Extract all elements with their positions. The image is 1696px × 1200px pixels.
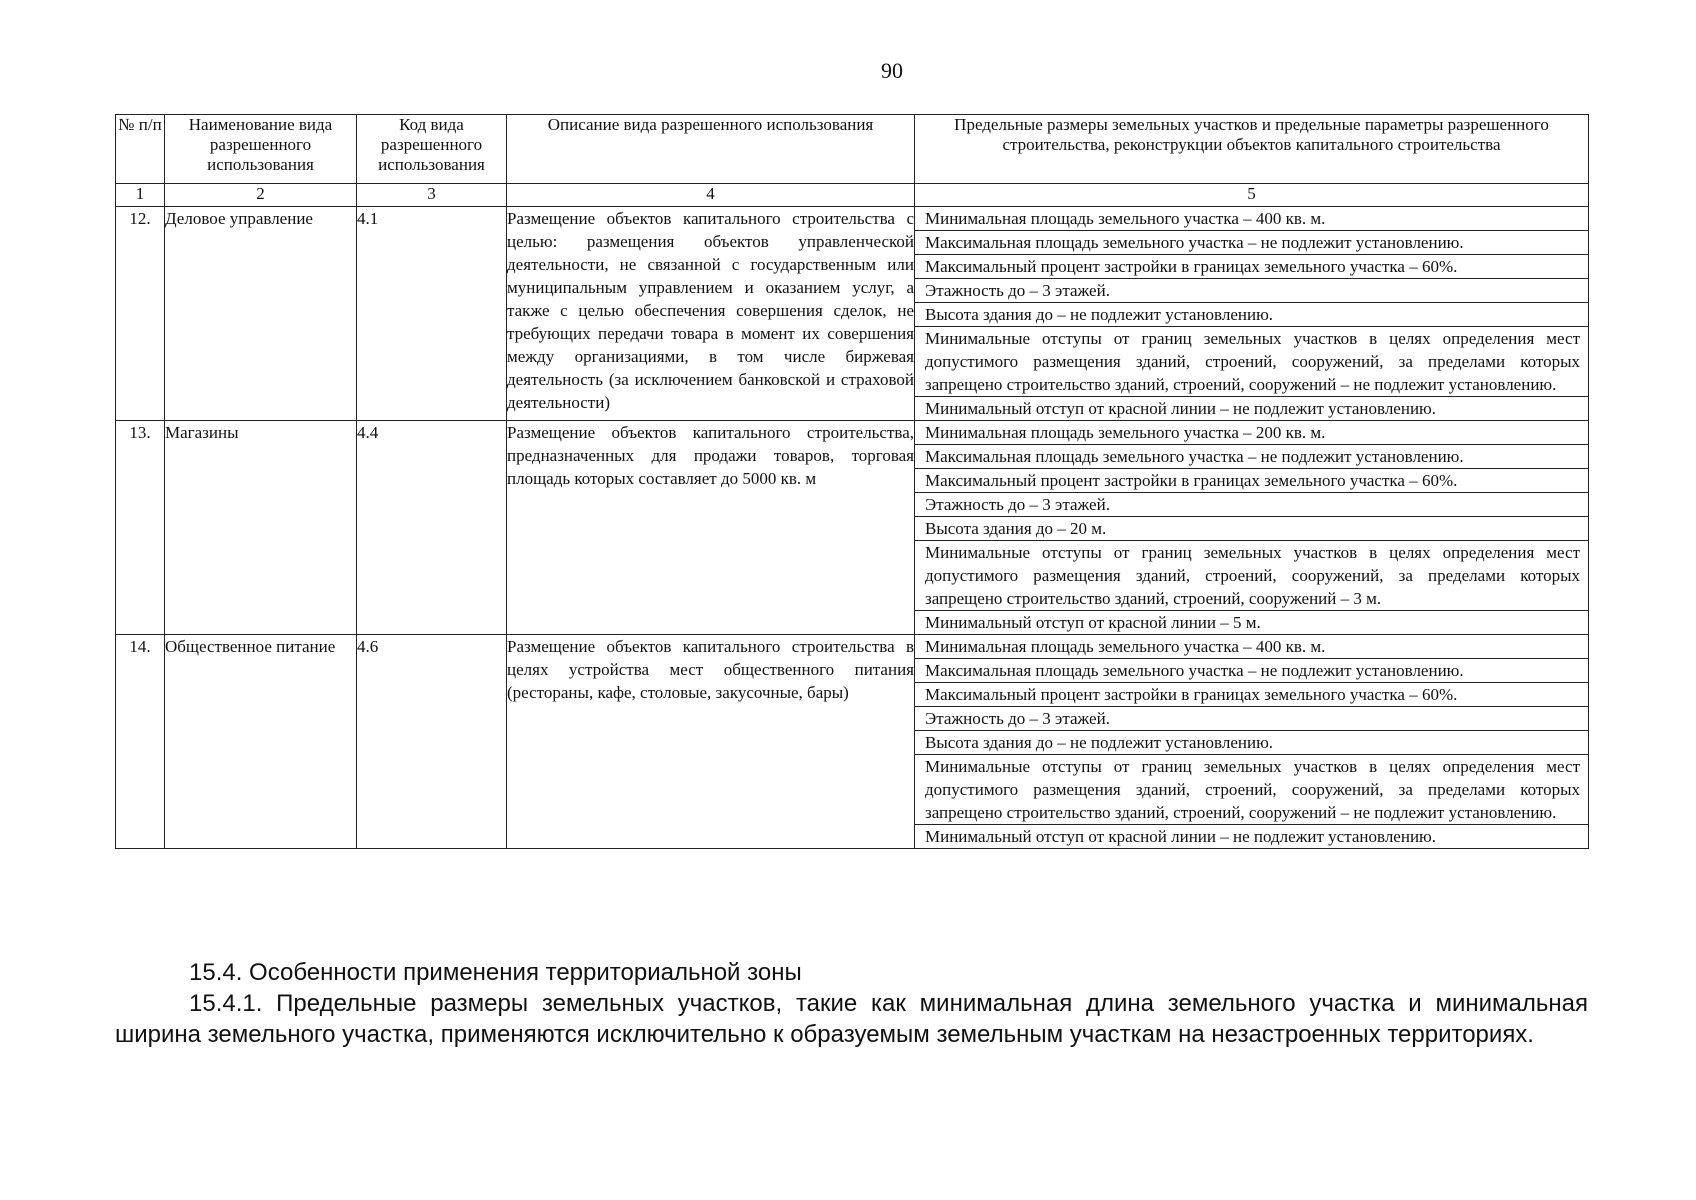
column-number-row xyxy=(116,184,1589,207)
parameter-line: Этажность до – 3 этажей. xyxy=(915,493,1588,517)
row-number: 13. xyxy=(116,421,165,635)
page-number: 90 xyxy=(881,58,903,83)
table-row xyxy=(116,207,1589,421)
header-limit-parameters: Предельные размеры земельных участков и предельные параметры разрешенного строительства, реконструкции объектов капитального строительства xyxy=(915,115,1589,184)
parameter-line: Минимальная площадь земельного участка – 200 кв. м. xyxy=(915,421,1588,445)
parameter-line: Высота здания до – не подлежит установлению. xyxy=(915,731,1588,755)
parameter-line: Максимальная площадь земельного участка – не подлежит установлению. xyxy=(915,659,1588,683)
header-use-description: Описание вида разрешенного использования xyxy=(507,115,915,184)
column-number: 2 xyxy=(165,184,357,207)
row-number: 14. xyxy=(116,635,165,849)
parameter-line: Высота здания до – не подлежит установлению. xyxy=(915,303,1588,327)
column-number: 3 xyxy=(357,184,507,207)
use-name: Деловое управление xyxy=(165,207,357,421)
use-description: Размещение объектов капитального строительства, предназначенных для продажи товаров, торговая площадь которых составляет до 5000 кв. м xyxy=(507,421,915,635)
header-use-code: Код вида разрешенного использования xyxy=(357,115,507,184)
parameter-line: Этажность до – 3 этажей. xyxy=(915,707,1588,731)
parameter-line: Минимальные отступы от границ земельных участков в целях определения мест допустимого размещения зданий, строений, сооружений, за пределами которых запрещено строительство зданий, строений, сооружений – 3 м. xyxy=(915,541,1588,611)
use-name: Общественное питание xyxy=(165,635,357,849)
use-name: Магазины xyxy=(165,421,357,635)
parameter-line: Минимальный отступ от красной линии – не подлежит установлению. xyxy=(925,399,1436,418)
use-code: 4.4 xyxy=(357,421,507,635)
table-row xyxy=(116,635,1589,849)
permitted-use-table xyxy=(115,114,1589,849)
row-number: 12. xyxy=(116,207,165,421)
table-row xyxy=(116,421,1589,635)
column-number: 1 xyxy=(116,184,165,207)
section-paragraph: 15.4.1. Предельные размеры земельных участков, такие как минимальная длина земельного участка и минимальная ширина земельного участка, применяются исключительно к образуемым земельным участкам на незастроенных территориях. xyxy=(115,990,1588,1048)
header-use-name: Наименование вида разрешенного использования xyxy=(165,115,357,184)
column-number: 5 xyxy=(915,184,1589,207)
limit-parameters xyxy=(915,421,1589,635)
limit-parameters xyxy=(915,635,1589,849)
use-description: Размещение объектов капитального строительства с целью: размещения объектов управленческой деятельности, не связанной с государственным или муниципальным управлением и оказанием услуг, а также с целью обеспечения совершения сделок, не требующих передачи товара в момент их совершения между организациями, в том числе биржевая деятельность (за исключением банковской и страховой деятельности) xyxy=(507,207,915,421)
column-number: 4 xyxy=(507,184,915,207)
parameter-line: Максимальная площадь земельного участка – не подлежит установлению. xyxy=(915,445,1588,469)
header-number: № п/п xyxy=(116,115,165,184)
parameter-line: Максимальный процент застройки в границах земельного участка – 60%. xyxy=(915,683,1588,707)
section-heading: 15.4. Особенности применения территориальной зоны xyxy=(189,959,802,986)
parameter-line: Минимальная площадь земельного участка – 400 кв. м. xyxy=(915,635,1588,659)
parameter-line: Минимальный отступ от красной линии – 5 м. xyxy=(925,613,1261,632)
parameter-line: Максимальная площадь земельного участка – не подлежит установлению. xyxy=(915,231,1588,255)
use-code: 4.6 xyxy=(357,635,507,849)
use-description: Размещение объектов капитального строительства в целях устройства мест общественного питания (рестораны, кафе, столовые, закусочные, бары) xyxy=(507,635,915,849)
table-header-row xyxy=(116,115,1589,184)
parameter-line: Этажность до – 3 этажей. xyxy=(915,279,1588,303)
parameter-line: Минимальные отступы от границ земельных участков в целях определения мест допустимого размещения зданий, строений, сооружений, за пределами которых запрещено строительство зданий, строений, сооружений – не подлежит установлению. xyxy=(915,327,1588,397)
use-code: 4.1 xyxy=(357,207,507,421)
parameter-line: Максимальный процент застройки в границах земельного участка – 60%. xyxy=(915,255,1588,279)
limit-parameters xyxy=(915,207,1589,421)
parameter-line: Высота здания до – 20 м. xyxy=(915,517,1588,541)
parameter-line: Максимальный процент застройки в границах земельного участка – 60%. xyxy=(915,469,1588,493)
parameter-line: Минимальные отступы от границ земельных участков в целях определения мест допустимого размещения зданий, строений, сооружений, за пределами которых запрещено строительство зданий, строений, сооружений – не подлежит установлению. xyxy=(915,755,1588,825)
parameter-line: Минимальная площадь земельного участка – 400 кв. м. xyxy=(915,207,1588,231)
parameter-line: Минимальный отступ от красной линии – не подлежит установлению. xyxy=(925,827,1436,846)
